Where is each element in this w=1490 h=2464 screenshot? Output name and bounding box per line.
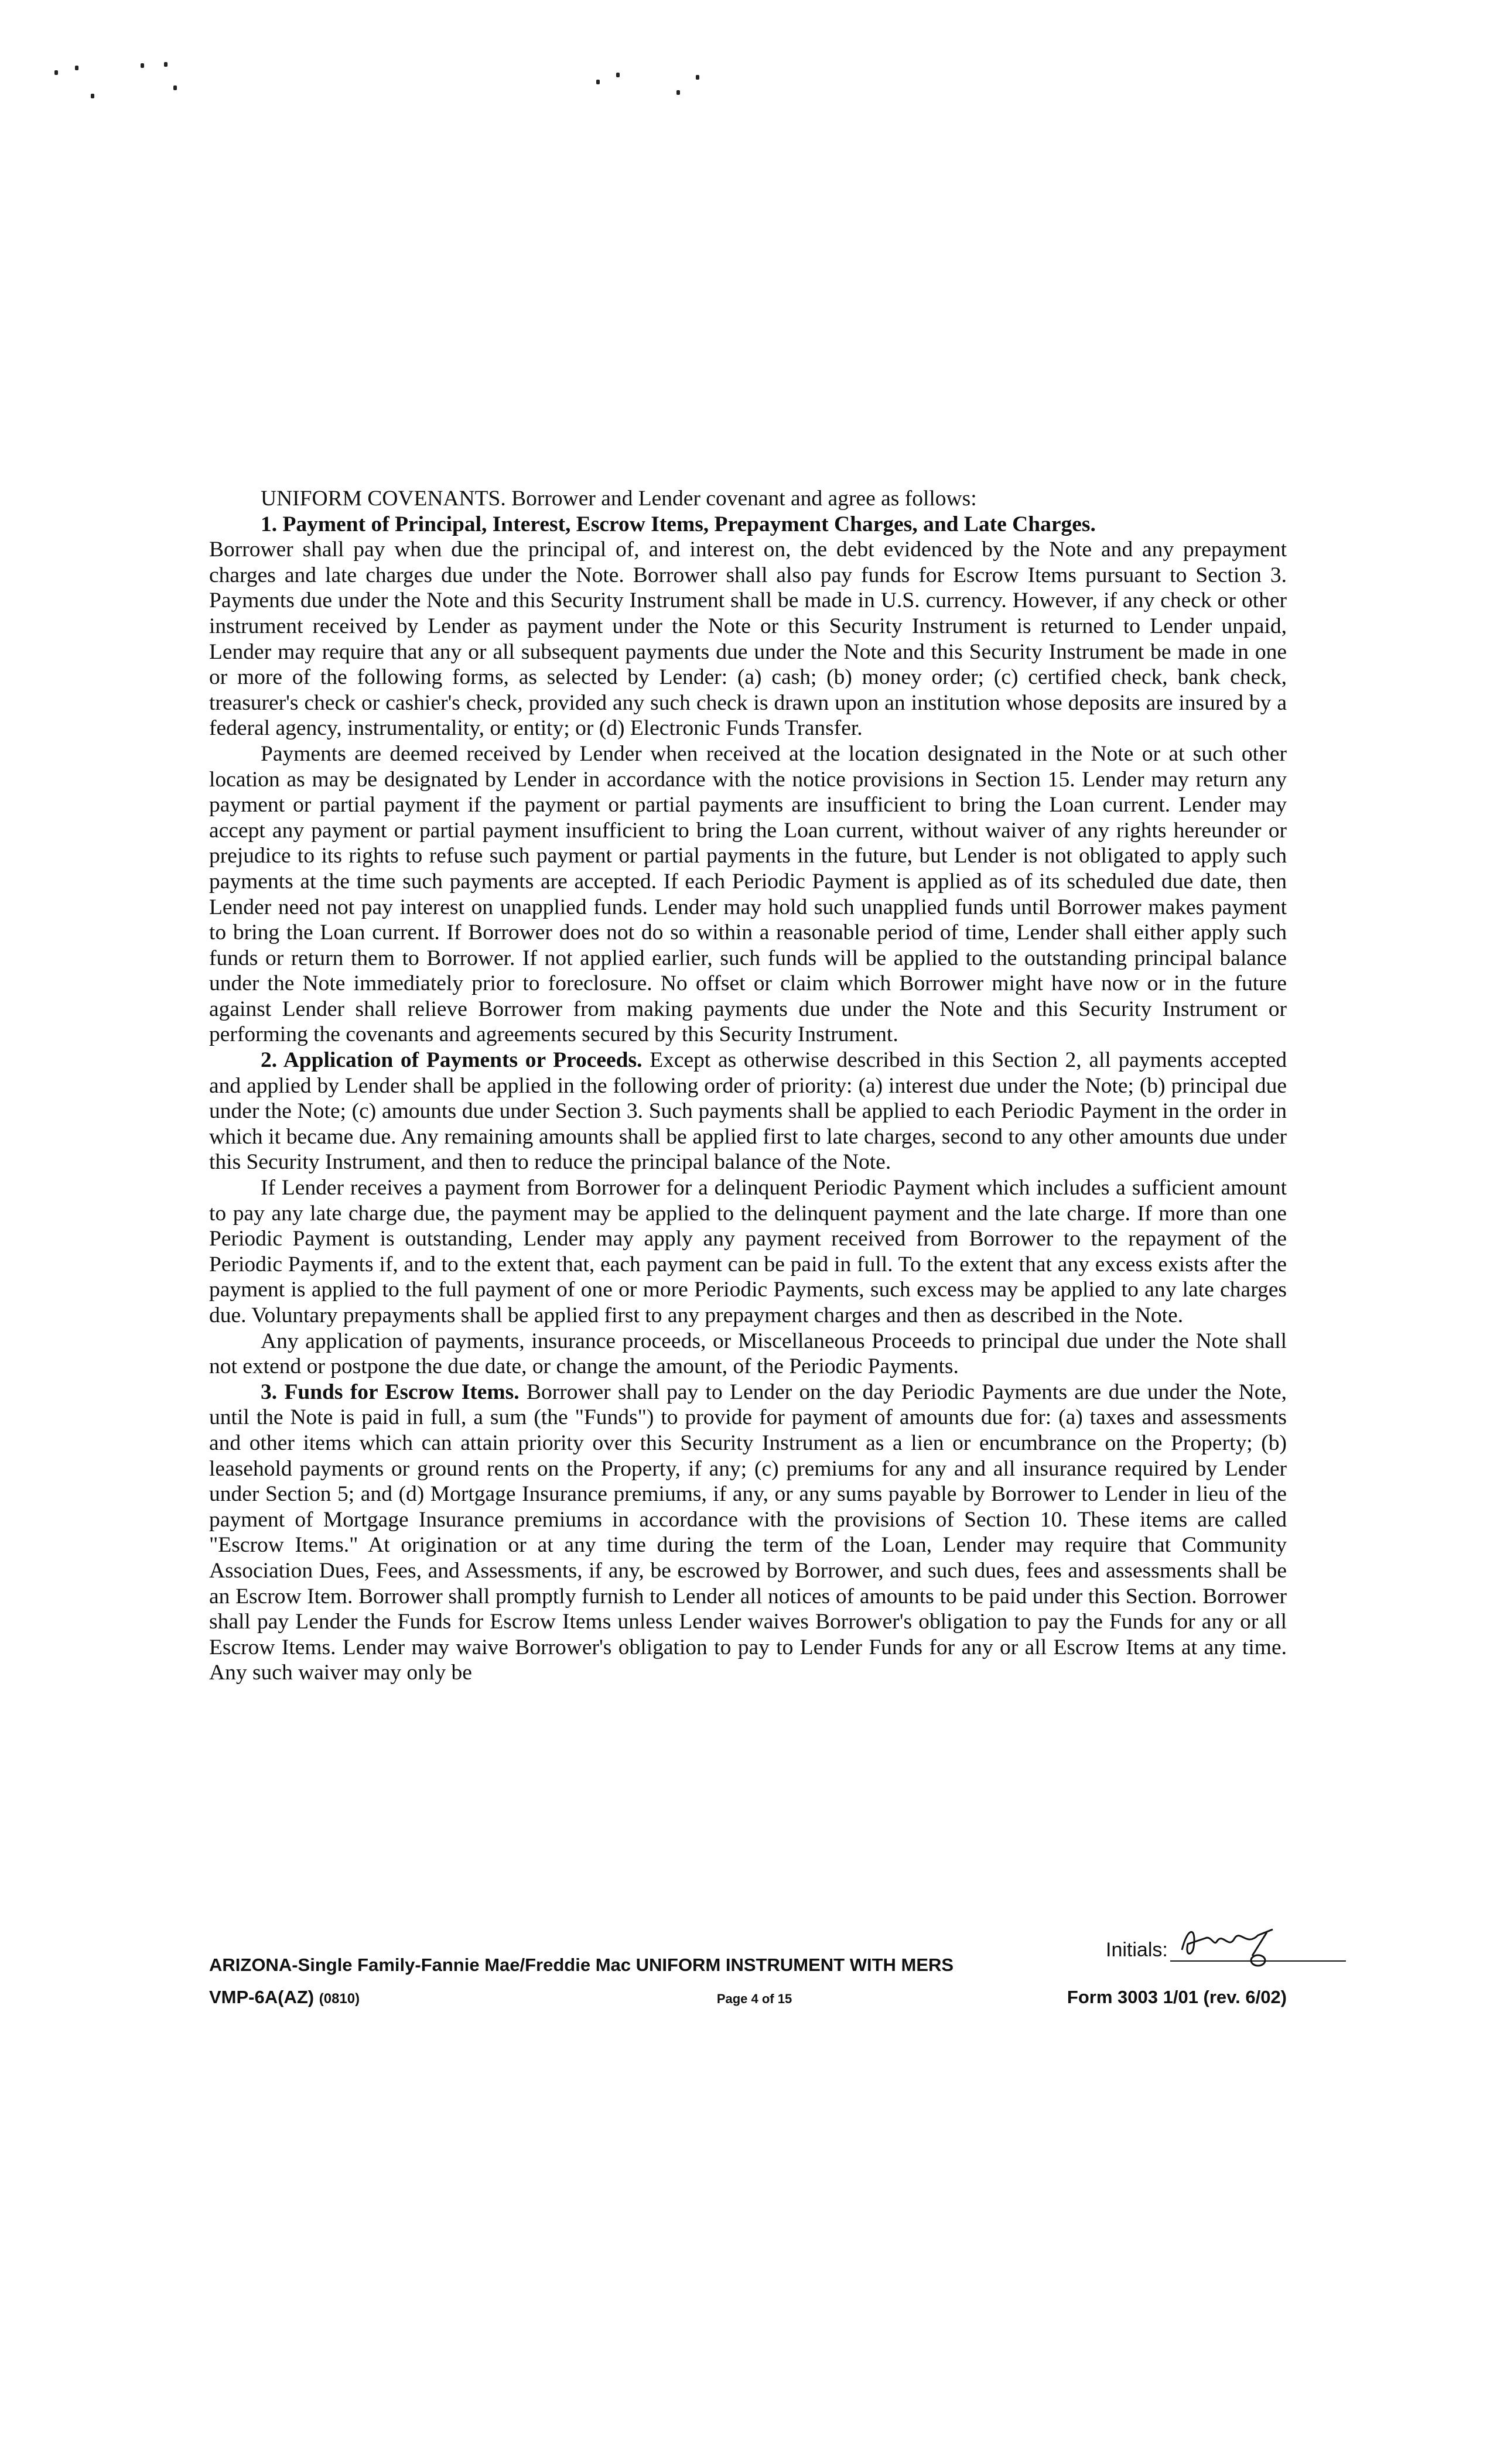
footer-form-code: VMP-6A(AZ)	[209, 1987, 315, 2007]
section-1-heading: 1. Payment of Principal, Interest, Escrow Items, Prepayment Charges, and Late Charges.	[261, 512, 1096, 536]
scan-speck	[596, 80, 600, 84]
scan-speck	[164, 62, 168, 67]
section-2-paragraph	[209, 1048, 1287, 1175]
scan-speck	[91, 94, 94, 98]
section-2-text: Except as otherwise described in this Section 2, all payments accepted and applied by Lender shall be applied in the following order of priority: (a) interest due under the Note; (b) principal due under the Note; (c) amounts due under Section 3. Such payments shall be applied to each Periodic Payment in the order in which it became due. Any remaining amounts shall be applied first to late charges, second to any other amounts due under this Security Instrument, and then to reduce the principal balance of the Note.	[209, 1048, 1287, 1175]
section-1-heading-paragraph	[209, 512, 1287, 538]
section-1-paragraph: Borrower shall pay when due the principal of, and interest on, the debt evidenced by the Note and any prepayment charges and late charges due under the Note. Borrower shall also pay funds for Escrow Items pursuant to Section 3. Payments due under the Note and this Security Instrument shall be made in U.S. currency. However, if any check or other instrument received by Lender as payment under the Note or this Security Instrument is returned to Lender unpaid, Lender may require that any or all subsequent payments due under the Note and this Security Instrument be made in one or more of the following forms, as selected by Lender: (a) cash; (b) money order; (c) certified check, bank check, treasurer's check or cashier's check, provided any such check is drawn upon an institution whose deposits are insured by a federal agency, instrumentality, or entity; or (d) Electronic Funds Transfer.	[209, 538, 1287, 741]
initials-label: Initials:	[1106, 1939, 1168, 1961]
footer-form-title: ARIZONA-Single Family-Fannie Mae/Freddie Mac UNIFORM INSTRUMENT WITH MERS	[209, 1955, 954, 1975]
scan-speck	[141, 63, 144, 68]
footer-page-number: Page 4 of 15	[716, 1991, 792, 2006]
section-1-paragraph: Payments are deemed received by Lender when received at the location designated in the Note or at such other location as may be designated by Lender in accordance with the notice provisions in Section 15. Lender may return any payment or partial payment if the payment or partial payments are insufficient to bring the Loan current. Lender may accept any payment or partial payment insufficient to bring the Loan current, without waiver of any rights hereunder or prejudice to its rights to refuse such payment or partial payments in the future, but Lender is not obligated to apply such payments at the time such payments are accepted. If each Periodic Payment is applied as of its scheduled due date, then Lender need not pay interest on unapplied funds. Lender may hold such unapplied funds until Borrower makes payment to bring the Loan current. If Borrower does not do so within a reasonable period of time, Lender shall either apply such funds or return them to Borrower. If not applied earlier, such funds will be applied to the outstanding principal balance under the Note immediately prior to foreclosure. No offset or claim which Borrower might have now or in the future against Lender shall relieve Borrower from making payments due under the Note and this Security Instrument or performing the covenants and agreements secured by this Security Instrument.	[209, 741, 1287, 1047]
section-3-paragraph	[209, 1380, 1287, 1686]
scan-speck	[173, 85, 177, 90]
footer-form-number: Form 3003 1/01 (rev. 6/02)	[1067, 1987, 1287, 2007]
section-3-text: Borrower shall pay to Lender on the day Periodic Payments are due under the Note, until the Note is paid in full, a sum (the "Funds") to provide for payment of amounts due for: (a) taxes and assessments and other items which can attain priority over this Security Instrument as a lien or encumbrance on the Property; (b) leasehold payments or ground rents on the Property, if any; (c) premiums for any and all insurance required by Lender under Section 5; and (d) Mortgage Insurance premiums, if any, or any sums payable by Borrower to Lender in lieu of the payment of Mortgage Insurance premiums in accordance with the provisions of Section 10. These items are called "Escrow Items." At origination or at any time during the term of the Loan, Lender may require that Community Association Dues, Fees, and Assessments, if any, be escrowed by Borrower, and such dues, fees and assessments shall be an Escrow Item. Borrower shall promptly furnish to Lender all notices of amounts to be paid under this Section. Borrower shall pay Lender the Funds for Escrow Items unless Lender waives Borrower's obligation to pay the Funds for any or all Escrow Items. Lender may waive Borrower's obligation to pay to Lender Funds for any or all Escrow Items at any time. Any such waiver may only be	[209, 1380, 1287, 1685]
scan-speck	[696, 75, 699, 80]
scan-speck	[616, 73, 620, 77]
scan-speck	[54, 70, 58, 75]
footer-form-code-small: (0810)	[319, 1991, 360, 2007]
section-3-heading: 3. Funds for Escrow Items.	[261, 1380, 520, 1404]
section-2-heading: 2. Application of Payments or Proceeds.	[261, 1048, 643, 1073]
intro-line: UNIFORM COVENANTS. Borrower and Lender covenant and agree as follows:	[261, 487, 977, 511]
scan-speck	[676, 90, 680, 95]
scan-speck	[75, 66, 78, 70]
section-2-paragraph: Any application of payments, insurance proceeds, or Miscellaneous Proceeds to principal due under the Note shall not extend or postpone the due date, or change the amount, of the Periodic Payments.	[209, 1329, 1287, 1379]
document-body	[209, 486, 1287, 1686]
footer-row	[209, 1987, 1287, 2008]
section-2-paragraph: If Lender receives a payment from Borrower for a delinquent Periodic Payment which includes a sufficient amount to pay any late charge due, the payment may be applied to the delinquent payment and the late charge. If more than one Periodic Payment is outstanding, Lender may apply any payment received from Borrower to the repayment of the Periodic Payments if, and to the extent that, each payment can be paid in full. To the extent that any excess exists after the payment is applied to the full payment of one or more Periodic Payments, such excess may be applied to any late charges due. Voluntary prepayments shall be applied first to any prepayment charges and then as described in the Note.	[209, 1176, 1287, 1327]
footer-form-code-group	[209, 1987, 360, 2008]
